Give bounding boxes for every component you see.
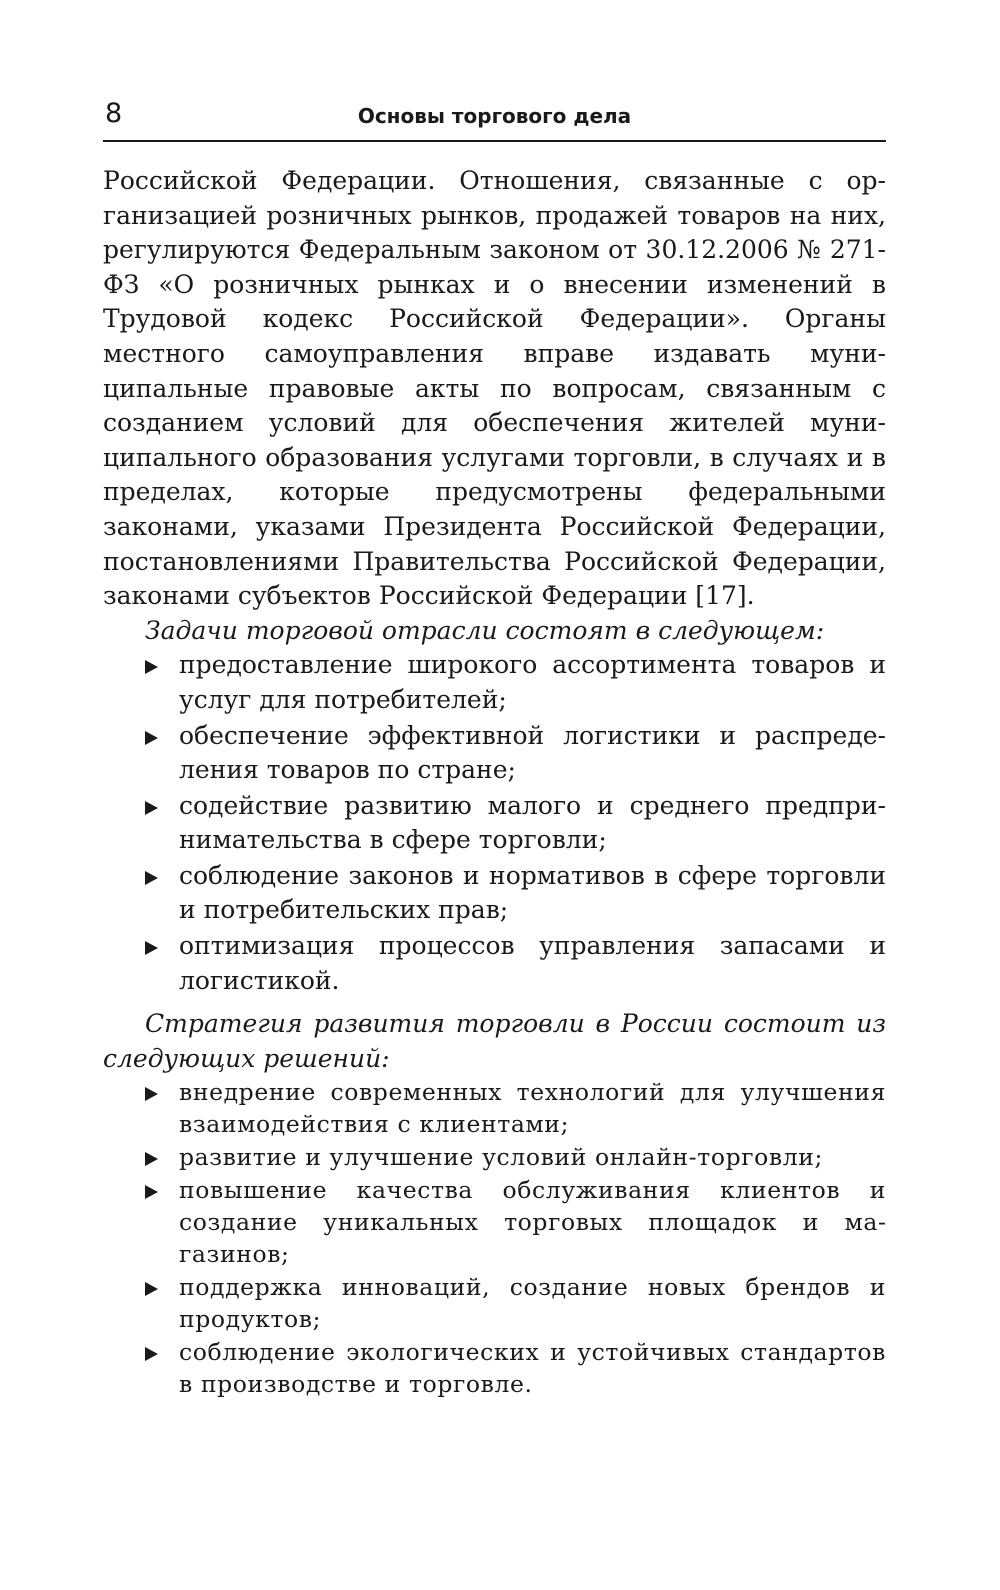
triangle-bullet-icon — [145, 871, 158, 885]
list-item — [103, 648, 886, 717]
list-item-text: соблюдение законов и нормативов в сфере торговли и потребительских прав; — [179, 860, 886, 925]
list-item-text: обеспечение эффективной логистики и распределения товаров по стране; — [179, 720, 886, 785]
triangle-bullet-icon — [145, 1347, 158, 1361]
triangle-bullet-icon — [145, 660, 158, 674]
triangle-bullet-icon — [145, 1185, 158, 1199]
list-item-text: поддержка инноваций, создание новых брендов и продуктов; — [179, 1273, 886, 1334]
book-page — [103, 96, 886, 1400]
list-item — [103, 1174, 886, 1270]
list-item — [103, 1271, 886, 1335]
list-item — [103, 1141, 886, 1173]
triangle-bullet-icon — [145, 1087, 158, 1101]
list-lead-strategy: Стратегия развития торговли в России состоит из следующих решений: — [103, 1009, 886, 1073]
list-item — [103, 789, 886, 858]
list-item-text: предоставление широкого ассортимента товаров и услуг для потребителей; — [179, 650, 886, 714]
list-item-text: оптимизация процессов управления запасами и логистикой. — [179, 931, 886, 995]
triangle-bullet-icon — [145, 1152, 158, 1166]
list-lead-tasks: Задачи торговой отрасли состоят в следующем: — [145, 615, 825, 645]
list-item — [103, 1076, 886, 1140]
triangle-bullet-icon — [145, 1282, 158, 1296]
list-item — [103, 929, 886, 998]
list-item-text: внедрение современных технологий для улучшения взаимодействия с клиентами; — [179, 1078, 886, 1139]
list-item-text: соблюдение экологических и устойчивых стандартов в производстве и торговле. — [179, 1338, 886, 1399]
list-item-text: повышение качества обслуживания клиентов и создание уникальных торговых площадок и магазинов; — [179, 1176, 886, 1269]
list-item — [103, 719, 886, 788]
body-text — [103, 164, 886, 1400]
triangle-bullet-icon — [145, 801, 158, 815]
tasks-list — [103, 648, 886, 998]
strategy-list — [103, 1076, 886, 1400]
list-item — [103, 859, 886, 928]
list-item-text: развитие и улучшение условий онлайн-торговли; — [179, 1143, 824, 1172]
page-number: 8 — [105, 98, 123, 129]
triangle-bullet-icon — [145, 941, 158, 955]
running-head — [103, 96, 886, 142]
paragraph: Российской Федерации. Отношения, связанные с организацией розничных рынков, продажей товаров на них, регулируются Федеральным законом от 30.12.2006 № 271-ФЗ «О розничных рынках и о внесении изменений в Трудовой кодекс Российской Федерации». Органы местного самоуправления вправе издавать муниципальные правовые акты по вопросам, связанным с созданием условий для обеспечения жителей муниципального образования услугами торговли, в случаях и в пределах, которые предусмотрены федеральными законами, указами Президента Российской Федерации, постановлениями Правительства Российской Федерации, законами субъектов Российской Федерации [17]. — [103, 166, 886, 611]
running-title: Основы торгового дела — [357, 104, 632, 128]
list-item — [103, 1336, 886, 1400]
list-item-text: содействие развитию малого и среднего предпринимательства в сфере торговли; — [179, 790, 886, 855]
triangle-bullet-icon — [145, 731, 158, 745]
